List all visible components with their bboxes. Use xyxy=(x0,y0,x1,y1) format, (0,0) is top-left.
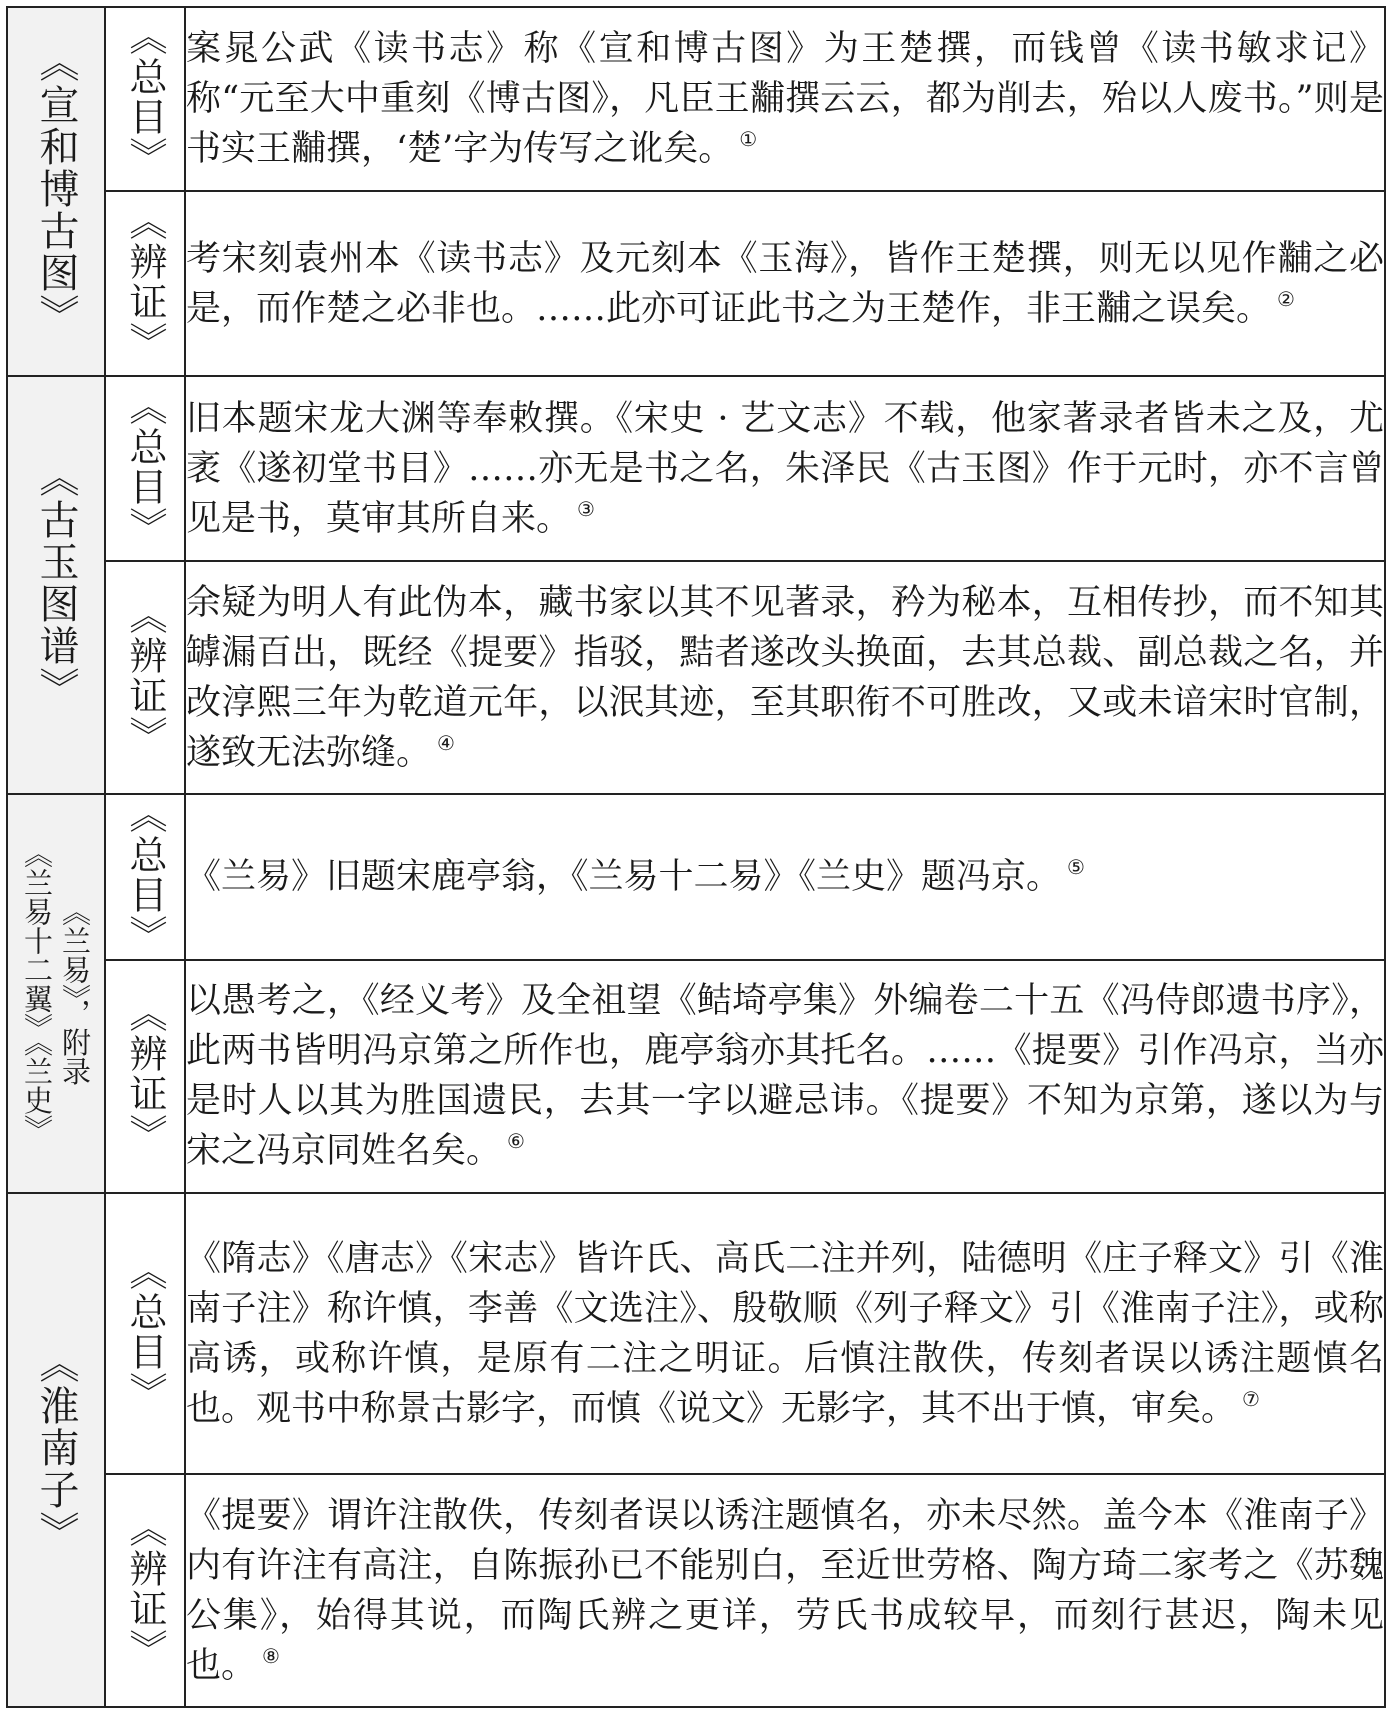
footnote-marker: ⑤ xyxy=(1067,855,1085,879)
source-label-cell xyxy=(105,794,185,960)
book-title-cell xyxy=(7,794,105,1193)
source-label-cell xyxy=(105,1474,185,1707)
zongmu-text-cell xyxy=(185,794,1385,960)
source-label-zongmu: 《总目》 xyxy=(123,386,167,547)
book-title-cell xyxy=(7,1193,105,1707)
source-label-bianzheng: 《辨证》 xyxy=(123,1508,167,1669)
zongmu-text: 旧本题宋龙大渊等奉敕撰。《宋史 · 艺文志》不载，他家著录者皆未之及，尤袤《遂初堂书目》……亦无是书之名，朱泽民《古玉图》作于元时，亦不言曾见是书，莫审其所自来。 xyxy=(186,398,1384,539)
comparison-table xyxy=(6,6,1386,1708)
table-row xyxy=(7,794,1385,960)
source-label-zongmu: 《总目》 xyxy=(123,17,167,178)
book-title-line: 《兰易十二翼》《兰史》 xyxy=(20,839,54,1144)
book-title-cell xyxy=(7,7,105,376)
table-row xyxy=(7,561,1385,794)
source-label-zongmu: 《总目》 xyxy=(123,1251,167,1412)
bianzheng-text-cell xyxy=(185,1474,1385,1707)
source-label-cell xyxy=(105,7,185,191)
zongmu-text-cell xyxy=(185,1193,1385,1475)
table-row xyxy=(7,1474,1385,1707)
footnote-marker: ① xyxy=(739,127,758,152)
bianzheng-text-cell xyxy=(185,561,1385,794)
table-row xyxy=(7,376,1385,561)
book-title: 《宣和博古图》 xyxy=(33,42,79,337)
source-label-cell xyxy=(105,561,185,794)
source-label-cell xyxy=(105,1193,185,1475)
table-row xyxy=(7,191,1385,375)
zongmu-text-cell xyxy=(185,376,1385,561)
zongmu-text-cell xyxy=(185,7,1385,191)
footnote-marker: ③ xyxy=(577,496,595,521)
bianzheng-text-cell xyxy=(185,191,1385,375)
book-title xyxy=(18,839,94,1144)
zongmu-text: 《隋志》《唐志》《宋志》皆许氏、高氏二注并列，陆德明《庄子释文》引《淮南子注》称许慎，李善《文选注》、殷敬顺《列子释文》引《淮南子注》，或称高诱，或称许慎，是原有二注之明证。后慎注散佚，传刻者误以诱注题慎名也。观书中称景古影字，而慎《说文》无影字，其不出于慎，审矣。 xyxy=(186,1238,1384,1429)
bianzheng-text-cell xyxy=(185,960,1385,1193)
zongmu-text: 《兰易》旧题宋鹿亭翁，《兰易十二易》《兰史》题冯京。 xyxy=(186,857,1062,897)
book-title: 《淮南子》 xyxy=(33,1342,79,1553)
bianzheng-text: 以愚考之，《经义考》及全祖望《鲒埼亭集》外编卷二十五《冯侍郎遗书序》，此两书皆明冯京第之所作也，鹿亭翁亦其托名。……《提要》引作冯京，当亦是时人以其为胜国遗民，去其一字以避忌讳。《提要》不知为京第，遂以为与宋之冯京同姓名矣。 xyxy=(186,981,1384,1172)
bianzheng-text: 《提要》谓许注散佚，传刻者误以诱注题慎名，亦未尽然。盖今本《淮南子》内有许注有高注，自陈振孙已不能别白，至近世劳格、陶方琦二家考之《苏魏公集》，始得其说，而陶氏辨之更详，劳氏书成较早，而刻行甚迟，陶未见也。 xyxy=(186,1495,1384,1686)
zongmu-text: 案晁公武《读书志》称《宣和博古图》为王楚撰，而钱曾《读书敏求记》称“元至大中重刻《博古图》，凡臣王黼撰云云，都为削去，殆以人废书。”则是书实王黼撰，‘楚’字为传写之讹矣。 xyxy=(186,29,1384,170)
table-row xyxy=(7,1193,1385,1475)
table-row xyxy=(7,960,1385,1193)
bianzheng-text: 考宋刻袁州本《读书志》及元刻本《玉海》，皆作王楚撰，则无以见作黼之必是，而作楚之必非也。……此亦可证此书之为王楚作，非王黼之误矣。 xyxy=(186,238,1384,329)
source-label-cell xyxy=(105,191,185,375)
source-label-bianzheng: 《辨证》 xyxy=(123,595,167,756)
footnote-marker: ⑧ xyxy=(262,1643,280,1668)
source-label-cell xyxy=(105,376,185,561)
footnote-marker: ④ xyxy=(437,730,455,755)
source-label-bianzheng: 《辨证》 xyxy=(123,201,167,362)
book-title-line: 《兰易》，附录 xyxy=(58,897,92,1086)
footnote-marker: ⑦ xyxy=(1242,1386,1260,1411)
source-label-bianzheng: 《辨证》 xyxy=(123,994,167,1155)
source-label-cell xyxy=(105,960,185,1193)
book-title-cell xyxy=(7,376,105,794)
book-title: 《古玉图谱》 xyxy=(33,456,79,709)
source-label-zongmu: 《总目》 xyxy=(123,795,167,955)
footnote-marker: ② xyxy=(1277,286,1295,311)
footnote-marker: ⑥ xyxy=(507,1129,525,1154)
table-row xyxy=(7,7,1385,191)
bianzheng-text: 余疑为明人有此伪本，藏书家以其不见著录，矜为秘本，互相传抄，而不知其罅漏百出，既经《提要》指驳，黠者遂改头换面，去其总裁、副总裁之名，并改淳熙三年为乾道元年，以泯其迹，至其职衔不可胜改，又或未谙宋时官制，遂致无法弥缝。 xyxy=(186,582,1384,773)
